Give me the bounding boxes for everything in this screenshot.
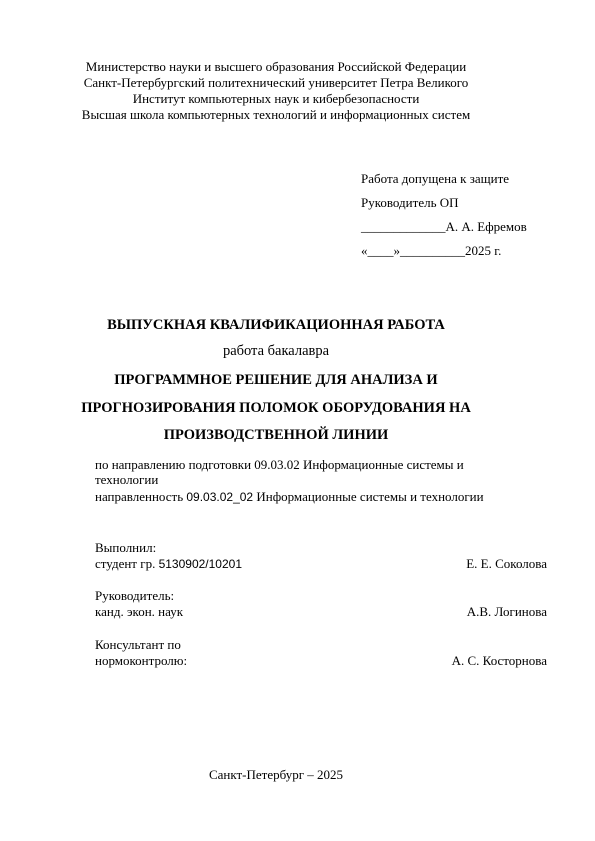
- supervisor-label: Руководитель:: [95, 588, 175, 603]
- header-line-ministry: Министерство науки и высшего образования Российской Федерации: [85, 59, 467, 74]
- topic-line-2: ПРОГНОЗИРОВАНИЯ ПОЛОМОК ОБОРУДОВАНИЯ НА: [81, 400, 471, 416]
- consultant-name: А. С. Косторнова: [451, 653, 547, 668]
- supervisor-degree: канд. экон. наук: [95, 604, 184, 619]
- approval-admitted: Работа допущена к защите: [361, 171, 510, 186]
- direction-line-1: по направлению подготовки 09.03.02 Информационные системы и: [95, 457, 464, 472]
- consultant-role: нормоконтролю:: [95, 653, 188, 668]
- topic-line-3: ПРОИЗВОДСТВЕННОЙ ЛИНИИ: [163, 427, 389, 443]
- performer-label: Выполнил:: [95, 540, 157, 555]
- topic-line-1: ПРОГРАММНОЕ РЕШЕНИЕ ДЛЯ АНАЛИЗА И: [114, 372, 438, 388]
- direction-profile-code: 09.03.02_02: [186, 490, 254, 504]
- work-type-title: ВЫПУСКНАЯ КВАЛИФИКАЦИОННАЯ РАБОТА: [107, 317, 445, 333]
- performer-name: Е. Е. Соколова: [466, 556, 547, 571]
- consultant-label: Консультант по: [95, 637, 181, 652]
- approval-head-signature: _____________А. А. Ефремов: [361, 219, 527, 234]
- performer-group-number: 5130902/10201: [158, 557, 242, 571]
- direction-line-2: технологии: [95, 472, 159, 487]
- performer-group-prefix: студент гр.: [95, 556, 159, 571]
- city-year-footer: Санкт-Петербург – 2025: [208, 767, 344, 782]
- work-kind: работа бакалавра: [222, 343, 330, 359]
- direction-profile-prefix: направленность: [95, 489, 187, 504]
- direction-profile: [95, 489, 484, 505]
- header-line-institute: Институт компьютерных наук и кибербезопасности: [132, 91, 420, 106]
- supervisor-name: А.В. Логинова: [466, 604, 547, 619]
- direction-profile-suffix: Информационные системы и технологии: [253, 489, 484, 504]
- performer-group: [95, 556, 242, 572]
- header-line-school: Высшая школа компьютерных технологий и информационных систем: [81, 107, 471, 122]
- header-line-university: Санкт-Петербургский политехнический университет Петра Великого: [83, 75, 469, 90]
- approval-date: «____»__________2025 г.: [361, 243, 502, 258]
- approval-head-label: Руководитель ОП: [361, 195, 459, 210]
